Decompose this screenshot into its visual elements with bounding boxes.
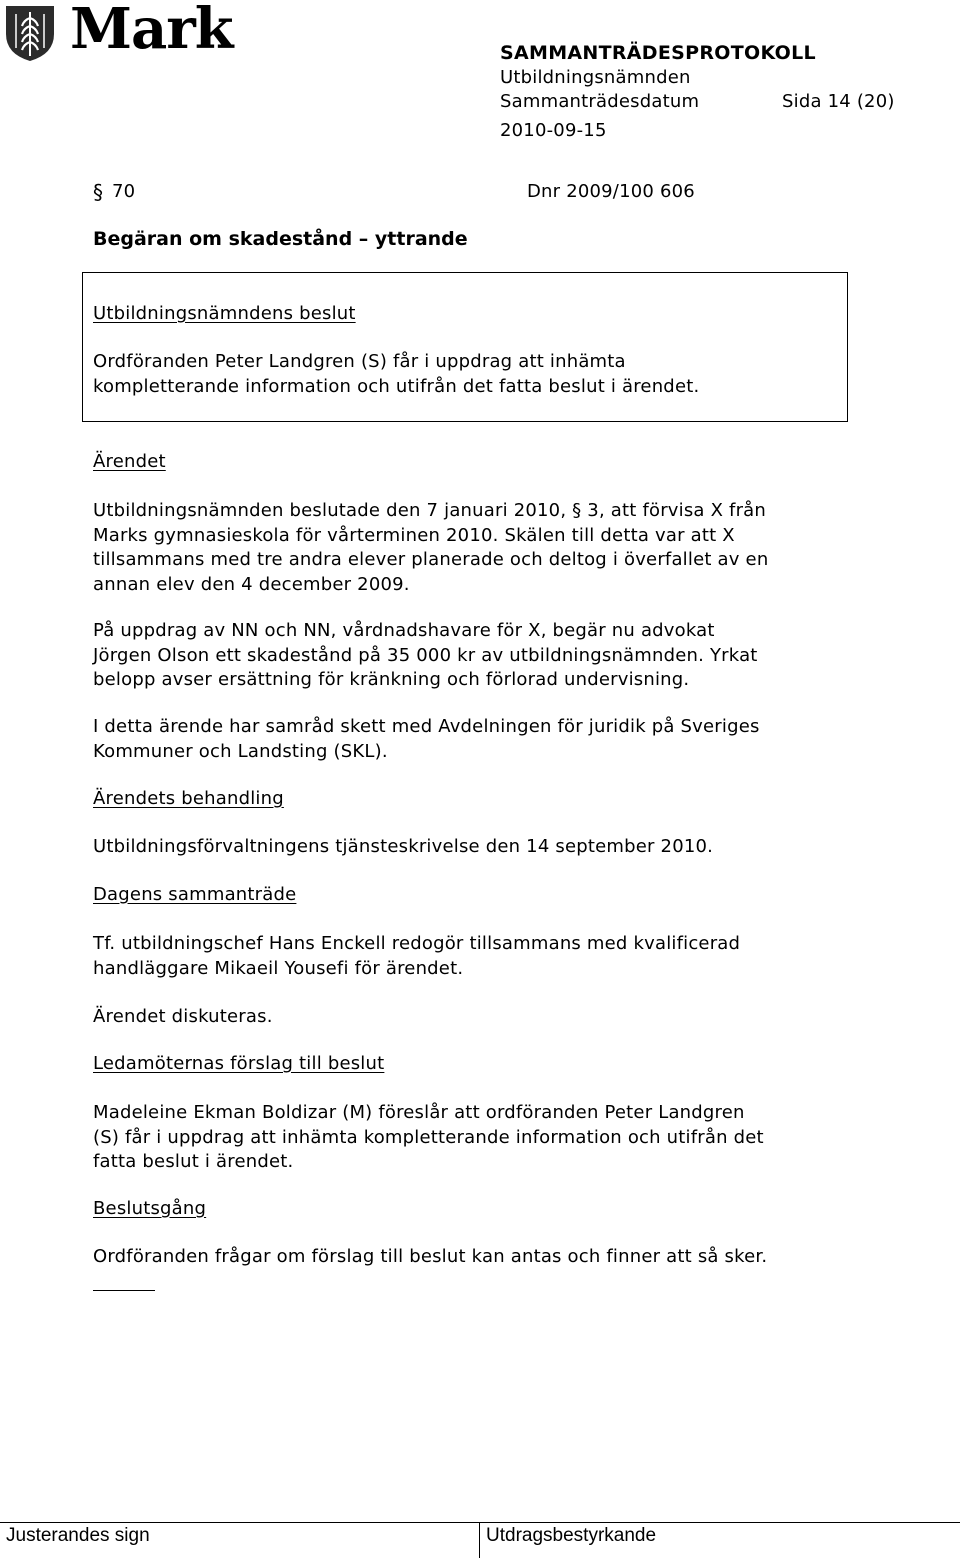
forslag-text bbox=[93, 1101, 853, 1175]
diary-number: Dnr 2009/100 606 bbox=[527, 181, 695, 202]
beslutsgang-text: Ordföranden frågar om förslag till beslut kan antas och finner att så sker. bbox=[93, 1246, 768, 1267]
decision-heading: Utbildningsnämndens beslut bbox=[93, 303, 356, 324]
text-line: Kommuner och Landsting (SKL). bbox=[93, 740, 388, 762]
decision-box bbox=[82, 272, 848, 422]
text-line: Utbildningsnämnden beslutade den 7 januari 2010, § 3, att förvisa X från bbox=[93, 500, 767, 521]
dagens-paragraph-1 bbox=[93, 932, 853, 981]
section-number: 70 bbox=[112, 181, 136, 202]
page-number: Sida 14 (20) bbox=[782, 91, 895, 112]
arendet-paragraph-3 bbox=[93, 715, 853, 764]
arendet-heading: Ärendet bbox=[93, 451, 166, 472]
text-line: Marks gymnasieskola för vårterminen 2010. Skälen till detta var att X bbox=[93, 524, 735, 546]
meeting-date-label: Sammanträdesdatum bbox=[500, 91, 700, 112]
footer-divider-line bbox=[0, 1522, 960, 1523]
text-line: Tf. utbildningschef Hans Enckell redogör tillsammans med kvalificerad bbox=[93, 933, 741, 954]
behandling-heading: Ärendets behandling bbox=[93, 788, 284, 809]
arendet-paragraph-1 bbox=[93, 499, 853, 597]
text-line: annan elev den 4 december 2009. bbox=[93, 573, 410, 595]
text-line: Ärendet diskuteras. bbox=[93, 1006, 273, 1027]
item-title: Begäran om skadestånd – yttrande bbox=[93, 228, 468, 250]
footer-column-divider bbox=[479, 1522, 480, 1558]
forslag-heading: Ledamöternas förslag till beslut bbox=[93, 1053, 385, 1074]
text-line: fatta beslut i ärendet. bbox=[93, 1151, 294, 1172]
text-line: kompletterande information och utifrån det fatta beslut i ärendet. bbox=[93, 375, 700, 397]
dagens-heading: Dagens sammanträde bbox=[93, 884, 297, 905]
dagens-paragraph-2 bbox=[93, 1005, 853, 1030]
text-line: handläggare Mikaeil Yousefi för ärendet. bbox=[93, 957, 464, 979]
text-line: belopp avser ersättning för kränkning och förlorad undervisning. bbox=[93, 669, 690, 690]
arendet-paragraph-2 bbox=[93, 619, 853, 693]
beslutsgang-heading: Beslutsgång bbox=[93, 1198, 207, 1219]
meeting-date: 2010-09-15 bbox=[500, 120, 607, 141]
coat-of-arms-icon bbox=[4, 4, 56, 62]
document-type: SAMMANTRÄDESPROTOKOLL bbox=[500, 42, 816, 64]
text-line: På uppdrag av NN och NN, vårdnadshavare för X, begär nu advokat bbox=[93, 620, 715, 641]
end-of-section-line bbox=[93, 1290, 155, 1291]
text-line: tillsammans med tre andra elever planerade och deltog i överfallet av en bbox=[93, 549, 769, 570]
footer-sign-label: Justerandes sign bbox=[6, 1525, 150, 1546]
municipality-logo-text: Mark bbox=[70, 0, 233, 62]
committee-name: Utbildningsnämnden bbox=[500, 67, 691, 88]
text-line: I detta ärende har samråd skett med Avdelningen för juridik på Sveriges bbox=[93, 716, 760, 737]
text-line: Madeleine Ekman Boldizar (M) föreslår att ordföranden Peter Landgren bbox=[93, 1102, 745, 1123]
decision-text bbox=[93, 350, 853, 399]
text-line: (S) får i uppdrag att inhämta kompletterande information och utifrån det bbox=[93, 1126, 764, 1148]
section-sign: § bbox=[93, 180, 103, 204]
footer-certification-label: Utdragsbestyrkande bbox=[486, 1525, 657, 1546]
behandling-text: Utbildningsförvaltningens tjänsteskrivelse den 14 september 2010. bbox=[93, 836, 714, 857]
text-line: Jörgen Olson ett skadestånd på 35 000 kr av utbildningsnämnden. Yrkat bbox=[93, 644, 758, 666]
text-line: Ordföranden Peter Landgren (S) får i uppdrag att inhämta bbox=[93, 351, 626, 372]
